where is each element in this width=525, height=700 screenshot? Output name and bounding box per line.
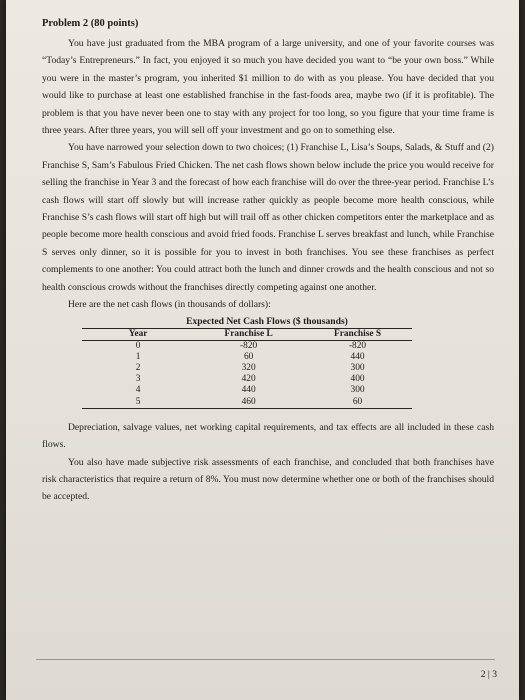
- cell-franchise-l: 420: [241, 374, 256, 385]
- cell-year: 5: [82, 397, 194, 409]
- cell-franchise-s: 300: [350, 385, 365, 396]
- table-row: [82, 385, 412, 396]
- document-content: [42, 18, 494, 506]
- document-page: [6, 0, 519, 700]
- page-number: 2 | 3: [480, 669, 497, 680]
- cell-franchise-l: 320: [241, 362, 256, 373]
- table-caption: Expected Net Cash Flows ($ thousands): [186, 315, 348, 327]
- paragraph-table-intro: Here are the net cash flows (in thousands of dollars):: [68, 299, 271, 311]
- header-franchise-l: Franchise L: [194, 328, 303, 340]
- paragraph-risk-assessment: You also have made subjective risk assessments of each franchise, and concluded that both franchises have risk characteristics that require a return of 8%. You must now determine whether one or both of the franchises should be accepted.: [42, 456, 494, 503]
- table-row: [82, 363, 412, 374]
- cell-franchise-s: -820: [348, 340, 367, 351]
- cell-franchise-s: 60: [303, 397, 412, 409]
- paragraph-cash-flow-notes: Depreciation, salvage values, net working capital requirements, and tax effects are all included in these cash flows.: [42, 421, 494, 451]
- header-franchise-s: Franchise S: [303, 328, 412, 340]
- header-year: Year: [82, 328, 194, 340]
- table-row: [82, 397, 412, 409]
- cash-flow-table: [82, 328, 412, 409]
- cell-franchise-s: 300: [350, 362, 365, 373]
- table-row: [82, 340, 412, 352]
- table-header-row: [82, 328, 412, 340]
- problem-title: Problem 2 (80 points): [42, 18, 139, 29]
- table-row: [82, 374, 412, 385]
- cell-year: 4: [135, 385, 141, 396]
- paragraph-intro: You have just graduated from the MBA program of a large university, and one of your favorite courses was “Today’s Entrepreneurs.” In fact, you enjoyed it so much you have decided you want to “be your own boss.” While you were in the master’s program, you inherited $1 million to do with as you please. You have decided that you would like to purchase at least one established franchise in the fast-foods area, maybe two (if it is profitable). The problem is that you have never been one to stay with any project for too long, so you figure that your time frame is three years. After three years, you will sell off your investment and go on to something else.: [42, 38, 494, 137]
- cell-year: 0: [135, 340, 141, 351]
- cell-franchise-l: 60: [243, 351, 254, 362]
- cell-franchise-l: 440: [241, 385, 256, 396]
- cell-franchise-s: 440: [350, 351, 365, 362]
- paragraph-franchise-choices: You have narrowed your selection down to two choices; (1) Franchise L, Lisa’s Soups, Salads, & Stuff and (2) Franchise S, Sam’s Fabulous Fried Chicken. The net cash flows shown below include the price you would receive for selling the franchise in Year 3 and the forecast of how each franchise will do over the three-year period. Franchise L’s cash flows will start off slowly but will increase rather quickly as people become more health conscious, while Franchise S’s cash flows will start off high but will trail off as other chicken competitors enter the marketplace and as people become more health conscious and avoid fried foods. Franchise L serves breakfast and lunch, while Franchise S serves only dinner, so it is possible for you to invest in both franchises. You see these franchises as perfect complements to one another: You could attract both the lunch and dinner crowds and the health conscious and not so health conscious crowds without the franchises directly competing against one another.: [42, 142, 494, 293]
- cell-year: 1: [135, 351, 141, 362]
- cell-franchise-s: 400: [350, 374, 365, 385]
- table-row: [82, 352, 412, 363]
- cell-year: 3: [135, 374, 141, 385]
- cash-flow-table-container: [82, 316, 412, 409]
- cell-franchise-l: 460: [194, 397, 303, 409]
- cell-year: 2: [135, 362, 141, 373]
- cell-franchise-l: -820: [240, 340, 258, 351]
- footer-divider: [36, 659, 495, 660]
